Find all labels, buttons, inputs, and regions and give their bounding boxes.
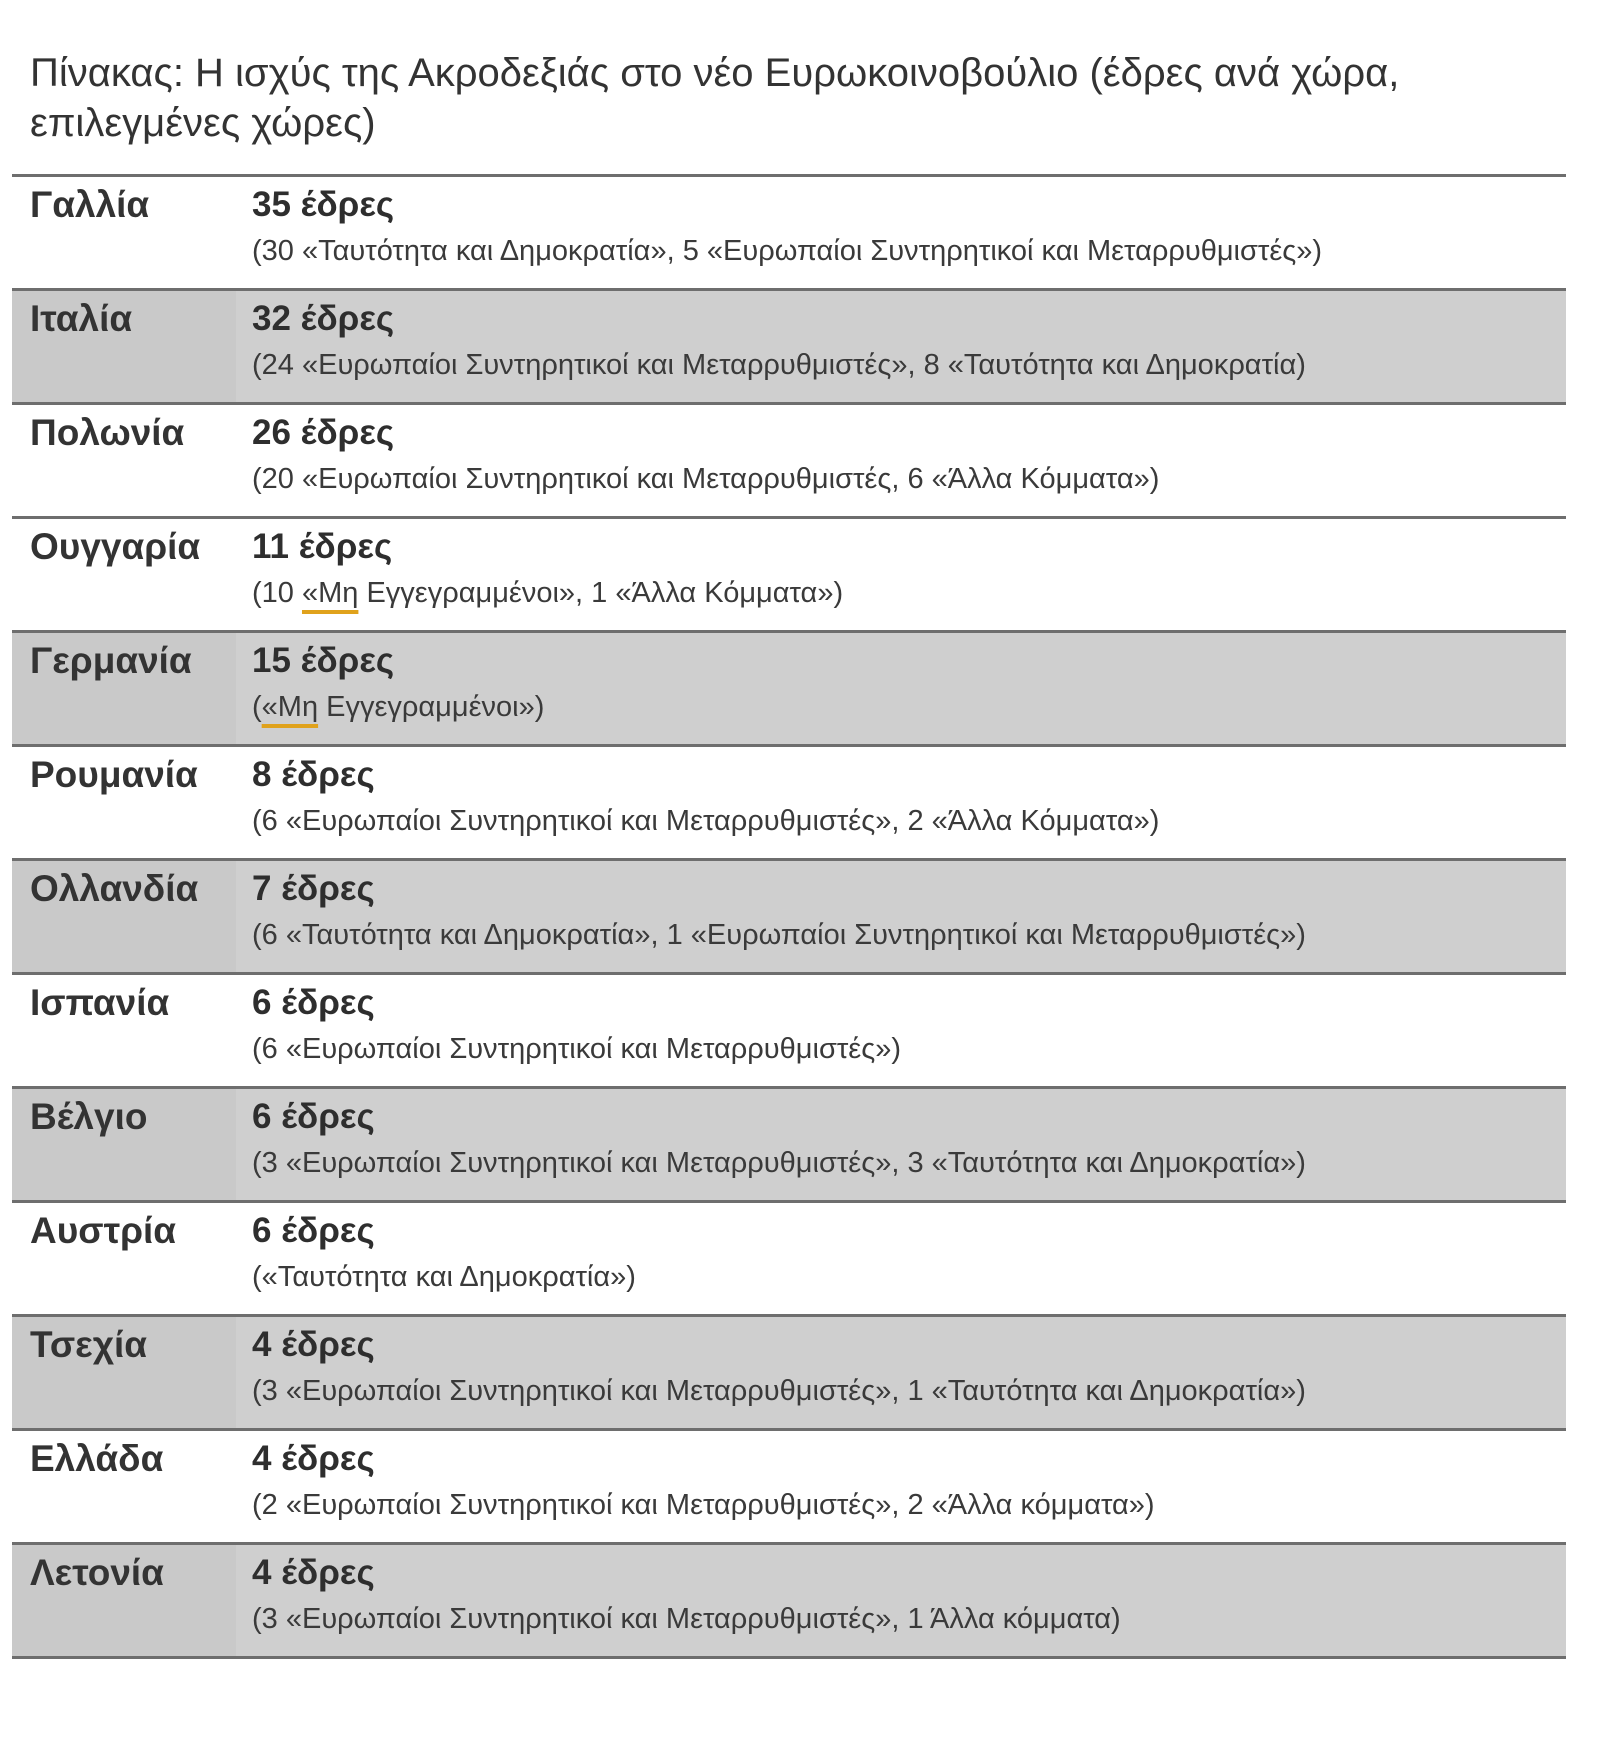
country-name: Ελλάδα — [30, 1438, 164, 1479]
seat-count: 6 έδρες — [252, 1097, 375, 1136]
party-breakdown: (3 «Ευρωπαίοι Συντηρητικοί και Μεταρρυθμιστές», 3 «Ταυτότητα και Δημοκρατία») — [252, 1147, 1306, 1179]
seat-details — [236, 975, 1566, 1086]
seat-details — [236, 177, 1566, 288]
table-row — [12, 747, 1566, 861]
country-name: Γαλλία — [30, 184, 150, 225]
seat-count: 4 έδρες — [252, 1553, 375, 1592]
party-breakdown: (30 «Ταυτότητα και Δημοκρατία», 5 «Ευρωπαίοι Συντηρητικοί και Μεταρρυθμιστές») — [252, 235, 1323, 267]
country-name: Ουγγαρία — [30, 526, 201, 567]
party-breakdown: (20 «Ευρωπαίοι Συντηρητικοί και Μεταρρυθμιστές, 6 «Άλλα Κόμματα») — [252, 463, 1160, 495]
breakdown-text: ( — [252, 691, 262, 723]
country-name: Τσεχία — [12, 1317, 236, 1428]
table-row — [12, 861, 1566, 975]
seat-count: 8 έδρες — [252, 755, 375, 794]
seat-details — [236, 633, 1566, 744]
seat-count: 11 έδρες — [252, 527, 393, 566]
seat-count: 4 έδρες — [252, 1439, 375, 1478]
table-row — [12, 177, 1566, 291]
party-breakdown: (6 «Ευρωπαίοι Συντηρητικοί και Μεταρρυθμιστές», 2 «Άλλα Κόμματα») — [252, 805, 1160, 837]
country-name: Βέλγιο — [12, 1089, 236, 1200]
breakdown-text: (10 — [252, 577, 302, 609]
table-row — [12, 519, 1566, 633]
country-name: Γερμανία — [12, 633, 236, 744]
seat-details — [236, 291, 1566, 402]
table-row — [12, 1545, 1566, 1659]
seat-details — [236, 405, 1566, 516]
party-breakdown: (3 «Ευρωπαίοι Συντηρητικοί και Μεταρρυθμιστές», 1 Άλλα κόμματα) — [252, 1603, 1121, 1635]
party-breakdown — [252, 573, 1566, 613]
country-name: Ιταλία — [12, 291, 236, 402]
seat-count: 15 έδρες — [252, 641, 395, 680]
country-name: Ρουμανία — [30, 754, 198, 795]
party-breakdown: («Ταυτότητα και Δημοκρατία») — [252, 1261, 636, 1293]
seat-count: 7 έδρες — [252, 869, 375, 908]
country-name: Ολλανδία — [12, 861, 236, 972]
seat-count: 35 έδρες — [252, 185, 395, 224]
table-row — [12, 633, 1566, 747]
country-name: Λετονία — [12, 1545, 236, 1656]
party-breakdown: (2 «Ευρωπαίοι Συντηρητικοί και Μεταρρυθμιστές», 2 «Άλλα κόμματα») — [252, 1489, 1155, 1521]
country-name: Ισπανία — [30, 982, 170, 1023]
seat-count: 32 έδρες — [252, 299, 395, 338]
table-row — [12, 1203, 1566, 1317]
seat-details — [236, 747, 1566, 858]
breakdown-text: Εγγεγραμμένοι», 1 «Άλλα Κόμματα») — [358, 577, 844, 609]
spellcheck-marked-word: «Μη — [261, 691, 319, 723]
table-row — [12, 1089, 1566, 1203]
party-breakdown: (24 «Ευρωπαίοι Συντηρητικοί και Μεταρρυθμιστές», 8 «Ταυτότητα και Δημοκρατία) — [252, 349, 1306, 381]
table-row — [12, 291, 1566, 405]
country-name: Αυστρία — [30, 1210, 176, 1251]
spellcheck-marked-word: «Μη — [301, 577, 359, 609]
breakdown-text: Εγγεγραμμένοι») — [318, 691, 545, 723]
seat-details — [236, 519, 1566, 630]
seat-details — [236, 1203, 1566, 1314]
seat-details — [236, 1089, 1566, 1200]
table-row — [12, 1317, 1566, 1431]
table-title: Πίνακας: Η ισχύς της Ακροδεξιάς στο νέο Ευρωκοινοβούλιο (έδρες ανά χώρα, επιλεγμένες χώρες) — [30, 51, 1400, 145]
seat-details — [236, 1545, 1566, 1656]
seat-details — [236, 861, 1566, 972]
seat-count: 6 έδρες — [252, 1211, 375, 1250]
table-row — [12, 405, 1566, 519]
party-breakdown — [252, 687, 1566, 727]
party-breakdown: (6 «Ταυτότητα και Δημοκρατία», 1 «Ευρωπαίοι Συντηρητικοί και Μεταρρυθμιστές») — [252, 919, 1306, 951]
seat-count: 26 έδρες — [252, 413, 395, 452]
seat-count: 6 έδρες — [252, 983, 375, 1022]
seat-count: 4 έδρες — [252, 1325, 375, 1364]
country-name: Πολωνία — [30, 412, 185, 453]
party-breakdown: (3 «Ευρωπαίοι Συντηρητικοί και Μεταρρυθμιστές», 1 «Ταυτότητα και Δημοκρατία») — [252, 1375, 1306, 1407]
seat-details — [236, 1431, 1566, 1542]
seats-table — [12, 174, 1566, 1659]
seat-details — [236, 1317, 1566, 1428]
table-row — [12, 1431, 1566, 1545]
party-breakdown: (6 «Ευρωπαίοι Συντηρητικοί και Μεταρρυθμιστές») — [252, 1033, 901, 1065]
table-row — [12, 975, 1566, 1089]
